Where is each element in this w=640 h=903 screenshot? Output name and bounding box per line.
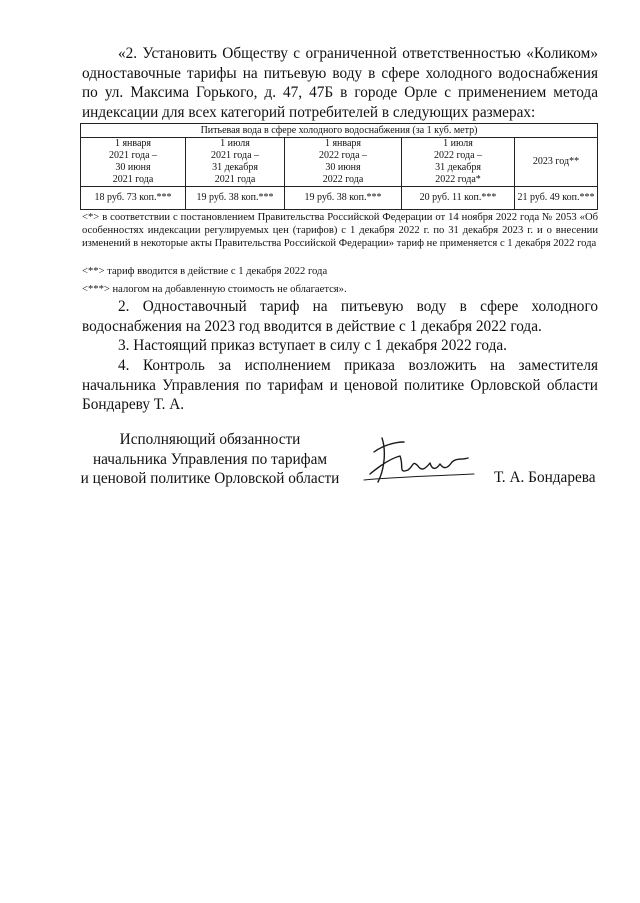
period-2-line-4: 2021 года: [214, 174, 256, 185]
period-cell-5: [515, 138, 598, 187]
tariff-value-3: 19 руб. 38 коп.***: [285, 187, 402, 210]
tariff-table-period-row: [81, 138, 598, 187]
paragraph-2: 2. Одноставочный тариф на питьевую воду в сфере холодного водоснабжения на 2023 год вводится в действие с 1 декабря 2022 года.: [82, 298, 598, 335]
footnote-2: <**> тариф вводится в действие с 1 декабря 2022 года: [82, 266, 328, 277]
period-cell-3: [285, 138, 402, 187]
period-4-line-3: 31 декабря: [435, 162, 481, 173]
tariff-table: [80, 123, 598, 210]
period-cell-1: [81, 138, 186, 187]
period-4-line-4: 2022 года*: [435, 174, 481, 185]
tariff-value-2: 19 руб. 38 коп.***: [186, 187, 285, 210]
signature-position-line-3: и ценовой политике Орловской области: [80, 470, 340, 487]
period-1-line-4: 2021 года: [112, 174, 154, 185]
handwritten-signature: [352, 430, 482, 494]
period-4-line-2: 2022 года –: [433, 150, 483, 161]
period-4-line-1: 1 июля: [443, 138, 473, 149]
period-1-line-2: 2021 года –: [108, 150, 158, 161]
period-3-line-1: 1 января: [324, 138, 362, 149]
signatory-name: Т. А. Бондарева: [494, 469, 596, 486]
period-1-line-3: 30 июня: [115, 162, 151, 173]
period-3-line-3: 30 июня: [325, 162, 361, 173]
period-2-line-1: 1 июля: [220, 138, 250, 149]
tariff-table-value-row: [81, 187, 598, 210]
tariff-value-4: 20 руб. 11 коп.***: [402, 187, 515, 210]
paragraph-4: 4. Контроль за исполнением приказа возложить на заместителя начальника Управления по тарифам и ценовой политике Орловской области Бондареву Т. А.: [82, 357, 598, 413]
paragraph-tariff-intro: «2. Установить Обществу с ограниченной ответственностью «Коликом» одноставочные тарифы на питьевую воду в сфере холодного водоснабжения по ул. Максима Горького, д. 47, 47Б в городе Орле с применением метода индексации для всех категорий потребителей в следующих размерах:: [82, 45, 598, 121]
period-5-line-1: 2023 год**: [532, 156, 580, 167]
period-2-line-2: 2021 года –: [210, 150, 260, 161]
period-3-line-2: 2022 года –: [318, 150, 368, 161]
period-cell-2: [186, 138, 285, 187]
signature-position-line-2: начальника Управления по тарифам: [92, 450, 328, 468]
tariff-value-1: 18 руб. 73 коп.***: [81, 187, 186, 210]
tariff-table-header-row: [81, 124, 598, 138]
tariff-value-5: 21 руб. 49 коп.***: [515, 187, 598, 210]
footnote-1: <*> в соответствии с постановлением Правительства Российской Федерации от 14 ноября 2022 года № 2053 «Об особенностях индексации регулируемых цен (тарифов) с 1 декабря 2022 г. по 31 декабря 2023 г. и о внесении изменений в некоторые акты Правительства Российской Федерации» тариф не применяется с 1 декабря 2022 года: [82, 212, 598, 250]
period-cell-4: [402, 138, 515, 187]
signature-position: [80, 430, 340, 489]
period-1-line-1: 1 января: [114, 138, 152, 149]
tariff-table-header: Питьевая вода в сфере холодного водоснабжения (за 1 куб. метр): [81, 124, 598, 138]
period-3-line-4: 2022 года: [322, 174, 364, 185]
signature-position-line-1: Исполняющий обязанности: [119, 431, 301, 448]
paragraph-3: 3. Настоящий приказ вступает в силу с 1 декабря 2022 года.: [118, 337, 507, 354]
footnote-3: <***> налогом на добавленную стоимость не облагается».: [82, 284, 347, 295]
period-2-line-3: 31 декабря: [212, 162, 258, 173]
